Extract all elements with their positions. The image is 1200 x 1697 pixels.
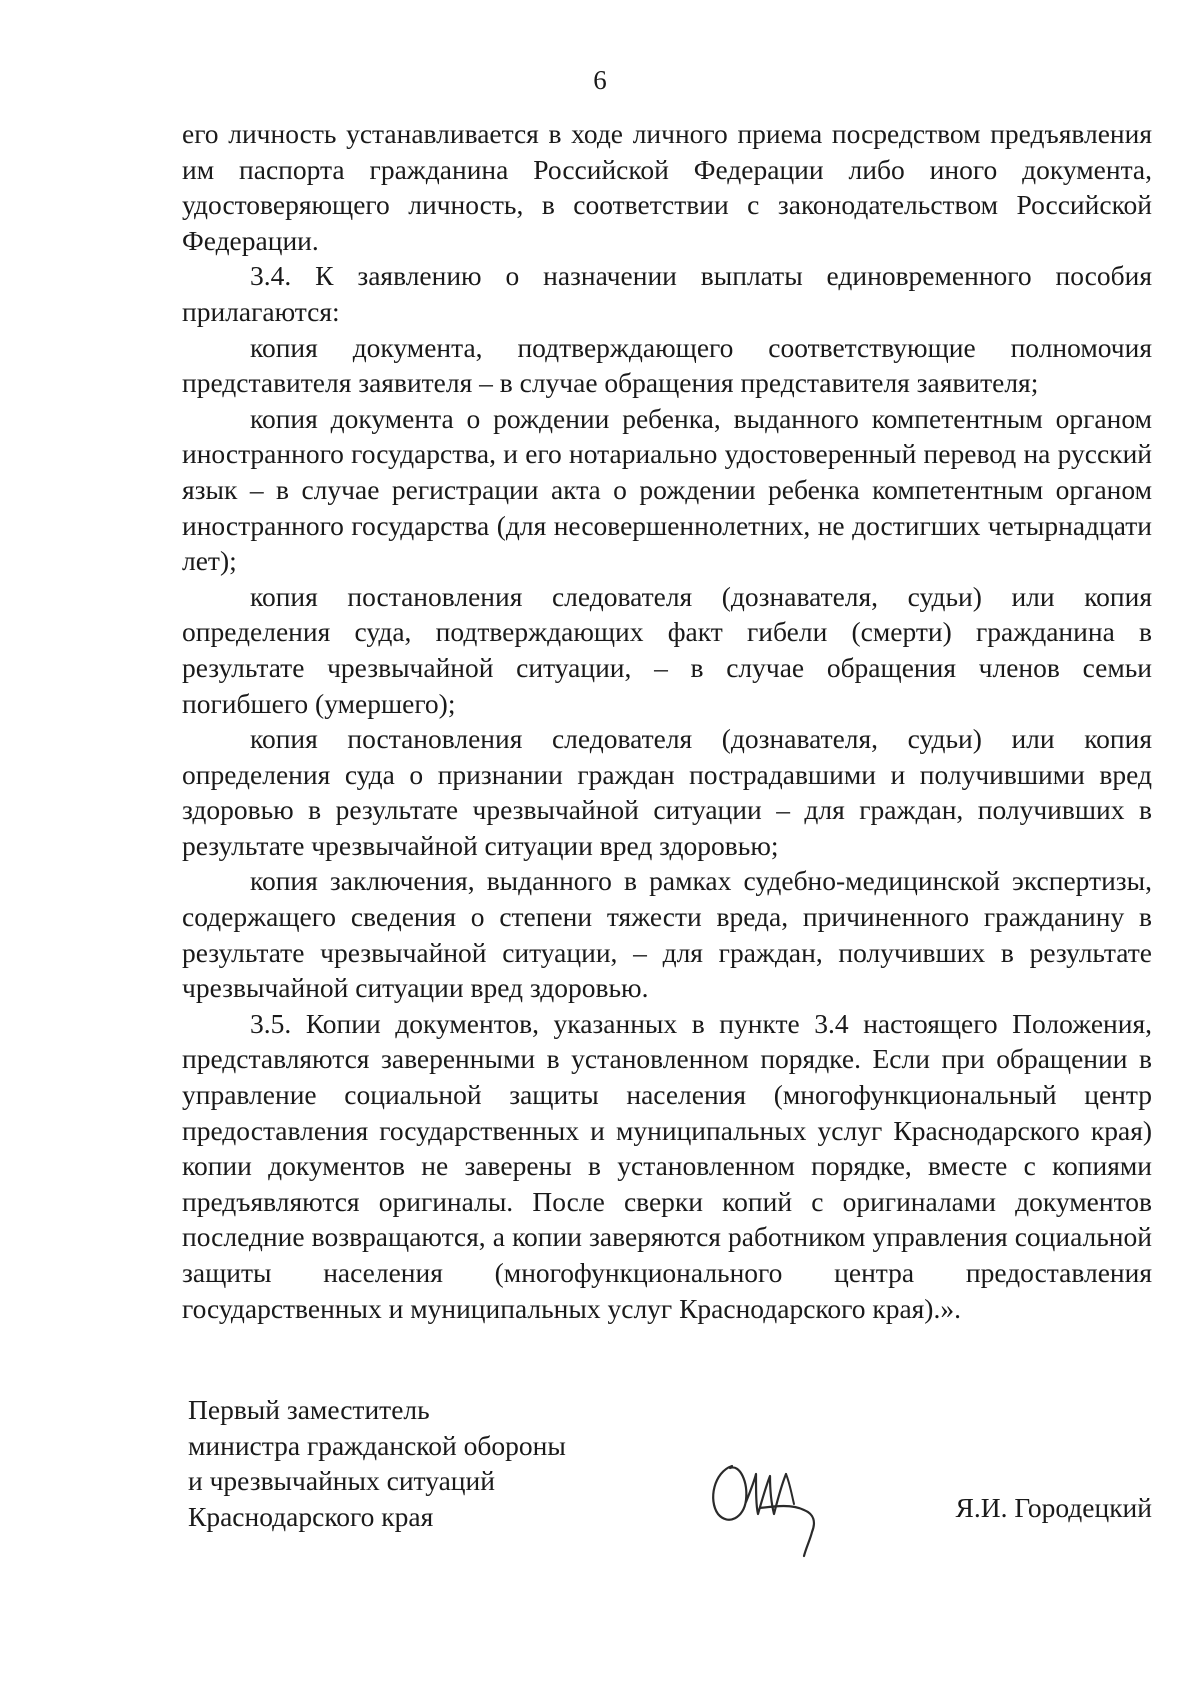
position-line: и чрезвычайных ситуаций	[188, 1465, 495, 1497]
signature-stroke	[760, 1506, 814, 1556]
list-item-representative-document: копия документа, подтверждающего соответствующие полномочия представителя заявителя – в случае обращения представителя заявителя;	[182, 331, 1152, 399]
page-number: 6	[593, 65, 607, 95]
position-line: Первый заместитель	[188, 1394, 430, 1425]
signatory-position	[188, 1392, 708, 1534]
paragraph-3-5: 3.5. Копии документов, указанных в пункте 3.4 настоящего Положения, представляются заверенными в установленном порядке. Если при обращении в управление социальной защиты населения (многофункциональный центр предоставления государственных и муниципальных услуг Краснодарского края) копии документов не заверены в установленном порядке, вместе с копиями предъявляются оригиналы. После сверки копий с оригиналами документов последние возвращаются, а копии заверяются работником управления социальной защиты населения (многофункционального центра предоставления государственных и муниципальных услуг Краснодарского края).».	[182, 1007, 1152, 1324]
signatory-name: Я.И. Городецкий	[955, 1492, 1152, 1523]
list-item-medical-expertise: копия заключения, выданного в рамках судебно-медицинской экспертизы, содержащего сведения о степени тяжести вреда, причиненного гражданину в результате чрезвычайной ситуации, – для граждан, получивших в результате чрезвычайной ситуации вред здоровью.	[182, 865, 1152, 1004]
paragraph-3-4-heading: 3.4. К заявлению о назначении выплаты единовременного пособия прилагаются:	[182, 260, 1152, 327]
list-item-victim-recognition: копия постановления следователя (дознавателя, судьи) или копия определения суда о признании граждан пострадавшими и получившими вред здоровью в результате чрезвычайной ситуации – для граждан, получивших в результате чрезвычайной ситуации вред здоровью;	[182, 723, 1152, 861]
position-line: министра гражданской обороны	[188, 1429, 566, 1461]
signature-stroke	[713, 1466, 746, 1520]
position-line: Краснодарского края	[188, 1500, 434, 1532]
list-item-death-confirmation: копия постановления следователя (дознавателя, судьи) или копия определения суда, подтверждающих факт гибели (смерти) гражданина в результате чрезвычайной ситуации, – в случае обращения членов семьи погибшего (умершего);	[182, 580, 1152, 719]
handwritten-signature	[700, 1448, 830, 1558]
document-body	[182, 116, 1152, 1326]
paragraph-continuation: его личность устанавливается в ходе личного приема посредством предъявления им паспорта гражданина Российской Федерации либо иного документа, удостоверяющего личность, в соответствии с законодательством Российской Федерации.	[182, 118, 1152, 256]
signature-stroke	[786, 1474, 794, 1504]
list-item-birth-document: копия документа о рождении ребенка, выданного компетентным органом иностранного государства, и его нотариально удостоверенный перевод на русский язык – в случае регистрации акта о рождении ребенка компетентным органом иностранного государства (для несовершеннолетних, не достигших четырнадцати лет);	[182, 402, 1152, 577]
